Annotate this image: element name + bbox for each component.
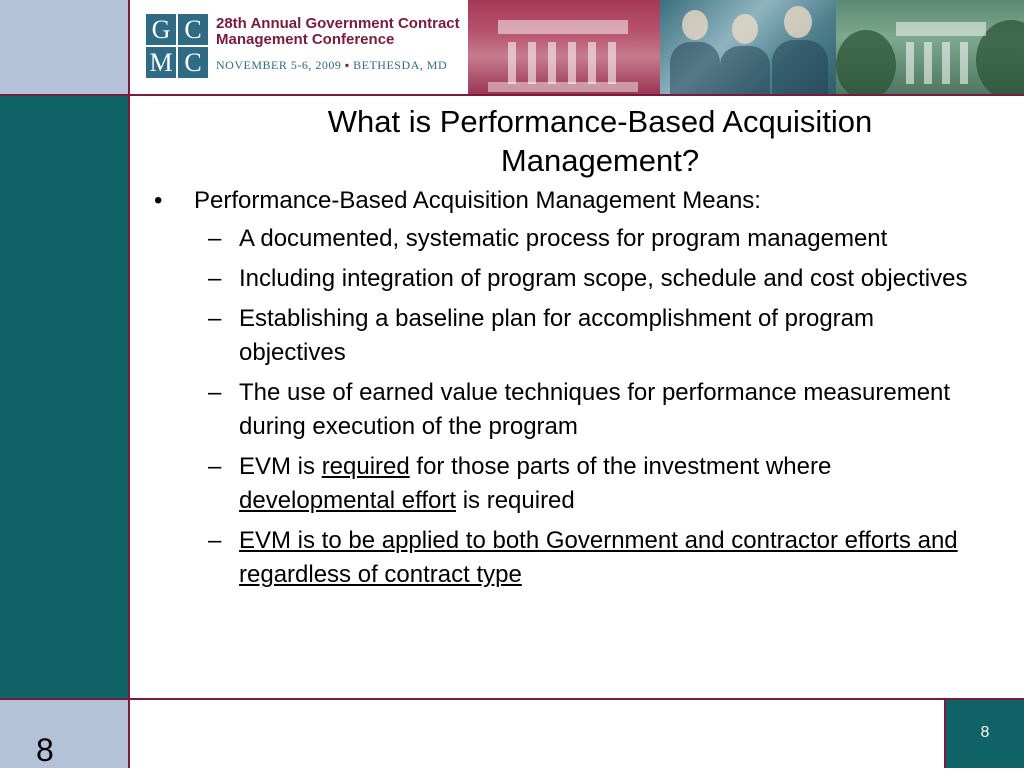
slide-title-line2: Management?	[500, 143, 700, 178]
sub-bullet	[150, 376, 970, 444]
photo-person-body	[670, 42, 720, 94]
header-banner	[130, 0, 1024, 94]
sub-bullet-text-part: for those parts of the investment where	[409, 453, 832, 480]
conference-location-text: BETHESDA, MD	[353, 58, 448, 72]
sub-bullet-text: Establishing a baseline plan for accomplishment of program objectives	[239, 305, 875, 366]
conference-title	[216, 16, 460, 48]
sub-bullet	[150, 450, 970, 518]
sub-bullet	[150, 222, 970, 256]
left-teal-bar	[0, 96, 128, 699]
photo-tree	[836, 30, 896, 94]
gcmc-logo	[146, 14, 208, 78]
photo-column	[960, 42, 968, 84]
slide-number-box	[946, 700, 1024, 768]
conference-title-line2: Management Conference	[216, 31, 395, 48]
logo-letter: M	[146, 47, 176, 78]
logo-letter: C	[178, 47, 208, 78]
photo-roof-shape	[896, 22, 986, 36]
sub-bullet-text: The use of earned value techniques for performance measurement during execution of the program	[239, 379, 951, 440]
dash-mark: –	[208, 527, 222, 554]
main-bullet	[150, 186, 970, 216]
photo-column	[528, 42, 536, 84]
photo-column	[906, 42, 914, 84]
header-divider	[0, 94, 1024, 96]
sub-bullet	[150, 302, 970, 370]
sub-bullet-text-part: EVM is	[239, 453, 322, 480]
photo-column	[568, 42, 576, 84]
slide-number-large: 8	[36, 732, 54, 768]
underlined-text: EVM is to be applied to both Government and contractor efforts and regardless of contract type	[239, 527, 958, 588]
photo-column	[508, 42, 516, 84]
conference-title-line1: 28th Annual Government Contract	[216, 15, 460, 32]
photo-person-body	[772, 40, 828, 94]
sub-bullet	[150, 524, 970, 592]
conference-date	[216, 58, 447, 73]
logo-letter: G	[146, 14, 176, 45]
photo-column	[608, 42, 616, 84]
dash-mark: –	[208, 453, 222, 480]
dash-mark: –	[208, 305, 222, 332]
main-bullet-text: Performance-Based Acquisition Management Means:	[194, 187, 761, 214]
slide-title-line1: What is Performance-Based Acquisition	[327, 104, 873, 139]
date-separator: ▪	[344, 58, 350, 72]
photo-person-head	[682, 10, 708, 40]
dash-mark: –	[208, 265, 222, 292]
sub-bullet	[150, 262, 970, 296]
photo-column	[942, 42, 950, 84]
underlined-text: required	[321, 453, 410, 480]
left-top-panel	[0, 0, 128, 94]
bullet-mark: •	[154, 187, 163, 214]
photo-column	[548, 42, 556, 84]
photo-person-body	[720, 46, 770, 94]
underlined-text: developmental effort	[239, 487, 457, 514]
dash-mark: –	[208, 225, 222, 252]
photo-person-head	[784, 6, 812, 38]
photo-steps	[488, 82, 638, 92]
sub-bullet-text: Including integration of program scope, schedule and cost objectives	[239, 265, 968, 292]
photo-column	[588, 42, 596, 84]
footer-divider	[0, 698, 1024, 700]
photo-column	[924, 42, 932, 84]
dash-mark: –	[208, 379, 222, 406]
photo-person-head	[732, 14, 758, 44]
conference-date-text: NOVEMBER 5-6, 2009	[216, 58, 342, 72]
slide-body	[150, 186, 970, 592]
capitol-photo	[836, 0, 1024, 94]
sub-bullet-text	[239, 453, 831, 514]
slide-title	[130, 102, 1024, 180]
photo-roof-shape	[498, 20, 628, 34]
memorial-photo	[468, 0, 660, 94]
sub-bullet-text: A documented, systematic process for program management	[239, 225, 888, 252]
left-bottom-panel	[0, 700, 128, 768]
people-photo	[660, 0, 836, 94]
sub-bullet-text-part: is required	[456, 487, 575, 514]
logo-letter: C	[178, 14, 208, 45]
slide-number-small: 8	[980, 724, 990, 741]
